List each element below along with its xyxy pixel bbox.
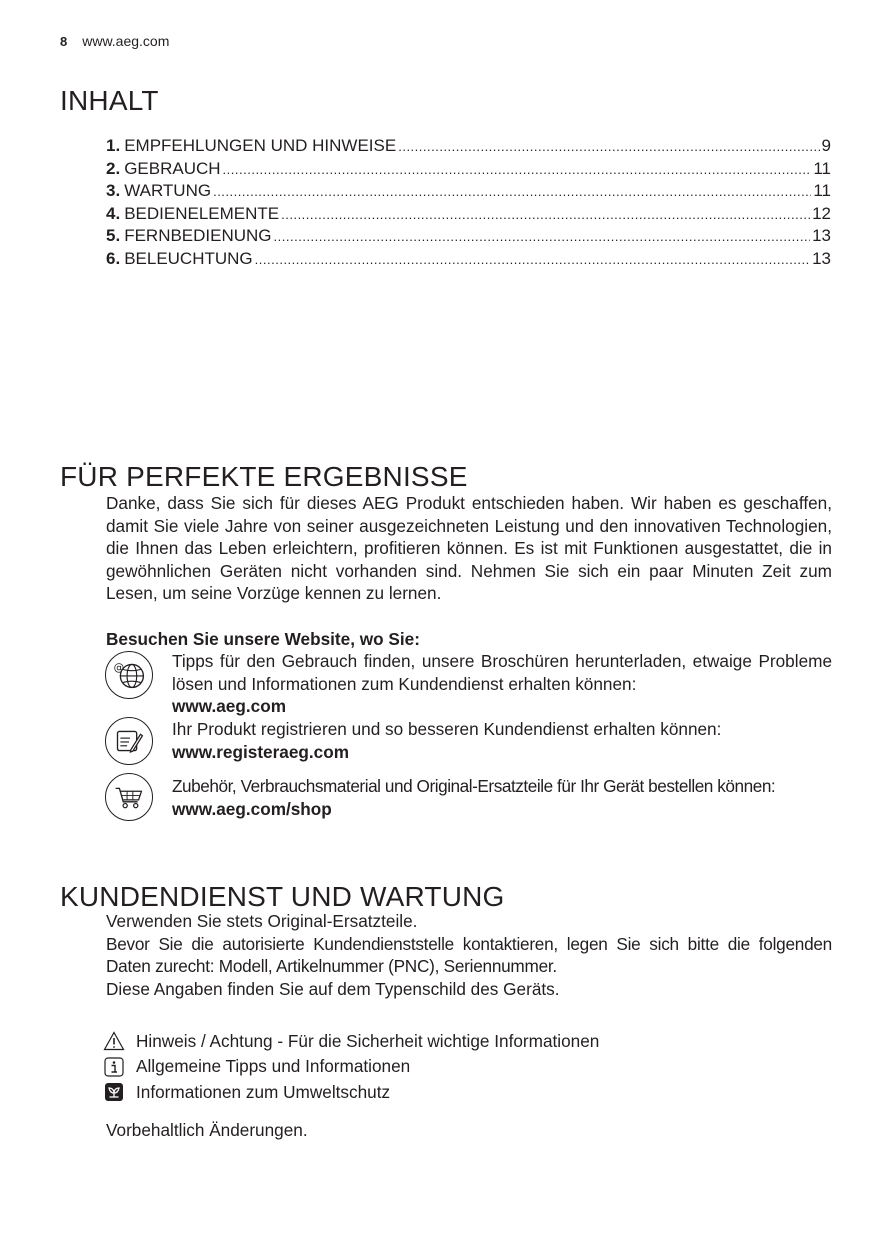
service-line: Diese Angaben finden Sie auf dem Typenschild des Geräts. — [106, 978, 560, 999]
page-number: 8 — [60, 34, 68, 49]
toc-item[interactable] — [106, 159, 831, 182]
toc-item-label: WARTUNG — [124, 181, 212, 201]
toc-leader — [223, 162, 812, 177]
legend-item-warning — [106, 1028, 832, 1054]
toc-item-number: 4. — [106, 203, 121, 223]
toc-item-label: BEDIENELEMENTE — [124, 203, 280, 223]
service-line: Verwenden Sie stets Original-Ersatzteile. — [106, 911, 418, 931]
toc-item[interactable] — [106, 204, 831, 227]
register-icon — [105, 717, 153, 765]
service-section — [106, 910, 832, 1141]
page-header — [60, 33, 169, 49]
service-title: KUNDENDIENST UND WARTUNG — [60, 881, 505, 912]
link-url-aeg[interactable]: www.aeg.com — [172, 696, 286, 717]
link-item-support — [106, 650, 832, 718]
header-url[interactable]: www.aeg.com — [82, 33, 170, 49]
environment-icon — [103, 1082, 125, 1102]
toc-leader — [274, 229, 811, 244]
toc-item-label: EMPFEHLUNGEN UND HINWEISE — [124, 136, 397, 155]
toc-leader — [213, 184, 811, 199]
warning-icon — [103, 1031, 125, 1051]
legend-text: Allgemeine Tipps und Informationen — [136, 1056, 411, 1077]
link-description: Zubehör, Verbrauchsmaterial und Original-Ersatzteile für Ihr Gerät bestellen können: — [172, 776, 776, 797]
toc-item[interactable] — [106, 136, 831, 159]
website-heading: Besuchen Sie unsere Website, wo Sie: — [106, 628, 420, 649]
toc-item-number: 2. — [106, 158, 121, 178]
link-item-register — [106, 718, 832, 763]
globe-icon — [105, 651, 153, 699]
legend-text: Hinweis / Achtung - Für die Sicherheit wichtige Informationen — [136, 1030, 600, 1051]
toc-item[interactable] — [106, 226, 831, 249]
toc-leader — [281, 207, 810, 222]
toc-item-page: 12 — [812, 203, 831, 223]
toc-item-number: 1. — [106, 136, 121, 155]
link-url-shop[interactable]: www.aeg.com/shop — [172, 798, 332, 819]
legend-item-environment — [106, 1079, 832, 1105]
legend-text: Informationen zum Umweltschutz — [136, 1081, 391, 1102]
link-description: Ihr Produkt registrieren und so besseren Kundendienst erhalten können: — [172, 718, 722, 739]
legend-item-info — [106, 1054, 832, 1080]
link-item-shop — [106, 775, 832, 820]
toc-item[interactable] — [106, 181, 831, 204]
toc-item-page: 13 — [812, 248, 831, 268]
service-line: Bevor Sie die autorisierte Kundendienststelle kontaktieren, legen Sie sich bitte die folgenden Daten zurecht: Modell, Artikelnummer (PNC), Seriennummer. — [106, 933, 832, 977]
toc-item-page: 11 — [813, 158, 831, 178]
toc-item-page: 13 — [812, 226, 831, 246]
toc-leader — [398, 139, 819, 154]
table-of-contents — [106, 136, 831, 272]
toc-item-page: 9 — [821, 136, 831, 155]
toc-item[interactable] — [106, 249, 831, 272]
toc-item-label: FERNBEDIENUNG — [124, 226, 272, 246]
svg-text:@: @ — [113, 662, 125, 675]
intro-paragraph: Danke, dass Sie sich für dieses AEG Produkt entschieden haben. Wir haben es geschaffen, damit Sie viele Jahre von seiner ausgezeichneten Leistung und den innovativen Technologien, die Ihnen das Leben erleichtern, profitieren können. Es ist mit Funktionen ausgestattet, die in gewöhnlichen Geräten nicht vorhanden sind. Nehmen Sie sich ein paar Minuten Zeit zum Lesen, um seine Vorzüge kennen zu lernen. — [106, 493, 832, 604]
toc-item-number: 6. — [106, 248, 121, 268]
toc-leader — [255, 252, 810, 267]
cart-icon — [105, 773, 153, 821]
toc-item-number: 3. — [106, 181, 121, 201]
footer-note: Vorbehaltlich Änderungen. — [106, 1119, 308, 1140]
toc-title: INHALT — [60, 85, 159, 116]
toc-item-number: 5. — [106, 226, 121, 246]
perfect-results-section — [106, 492, 832, 820]
toc-item-label: BELEUCHTUNG — [124, 248, 253, 268]
link-url-register[interactable]: www.registeraeg.com — [172, 741, 350, 762]
info-icon — [103, 1057, 125, 1077]
toc-item-label: GEBRAUCH — [124, 158, 221, 178]
toc-item-page: 11 — [813, 181, 831, 201]
perfect-results-title: FÜR PERFEKTE ERGEBNISSE — [60, 461, 468, 492]
link-description: Tipps für den Gebrauch finden, unsere Broschüren herunterladen, etwaige Probleme lösen und Informationen zum Kundendienst erhalten können: — [172, 651, 832, 694]
